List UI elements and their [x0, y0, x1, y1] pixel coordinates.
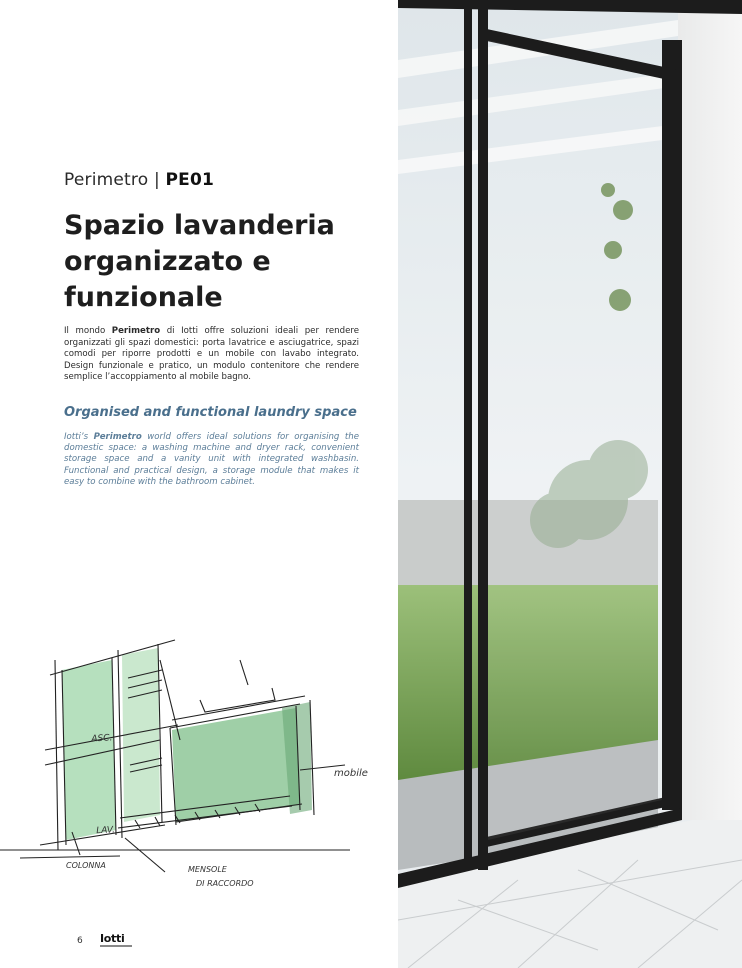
sketch-label-mensole: MENSOLE	[188, 865, 227, 874]
page-number: 6	[77, 936, 83, 946]
brand-logo-text: Iotti	[100, 932, 125, 945]
subtitle-english: Organised and functional laundry space	[64, 405, 357, 420]
product-series-header	[64, 170, 214, 190]
sketch-label-raccordo: DI RACCORDO	[196, 879, 254, 888]
brand-logo-bar	[100, 945, 132, 947]
glass-door-photo	[398, 0, 742, 968]
sketch-label-colonna: COLONNA	[66, 861, 106, 870]
sketch-label-lav: LAV.	[95, 825, 116, 837]
body-italian	[64, 326, 359, 384]
body-italian-part: Il mondo	[64, 326, 112, 336]
furniture-sketch	[0, 600, 398, 910]
body-english	[64, 432, 359, 488]
brand-logo	[100, 932, 134, 948]
sketch-label-mobile: mobile	[334, 768, 368, 779]
body-english-part: world offers ideal solutions for organising the domestic space: a washing machine and dryer rack, convenient storage space and a vanity unit with integrated washbasin. Functional and practical design, a storage module that makes it easy to combine with the bathroom cabinet.	[64, 432, 359, 487]
series-separator: |	[153, 170, 160, 190]
body-english-part: Iotti’s	[64, 432, 94, 442]
brand-name: Perimetro	[111, 326, 161, 336]
page-title: Spazio lavanderia organizzato e funzionale	[64, 210, 335, 313]
series-name: Perimetro	[64, 170, 149, 190]
brand-name: Perimetro	[93, 432, 142, 442]
sketch-label-asc: ASC.	[91, 733, 113, 745]
product-code: PE01	[165, 170, 215, 190]
body-italian-part: di Iotti offre soluzioni ideali per rendere organizzati gli spazi domestici: porta lavatrice e asciugatrice, spazi comodi per riporre prodotti e un mobile con lavabo integrato. Design funzionale e pratico, un modulo contenitore che rendere semplice l’accoppiamento al mobile bagno.	[64, 326, 359, 383]
